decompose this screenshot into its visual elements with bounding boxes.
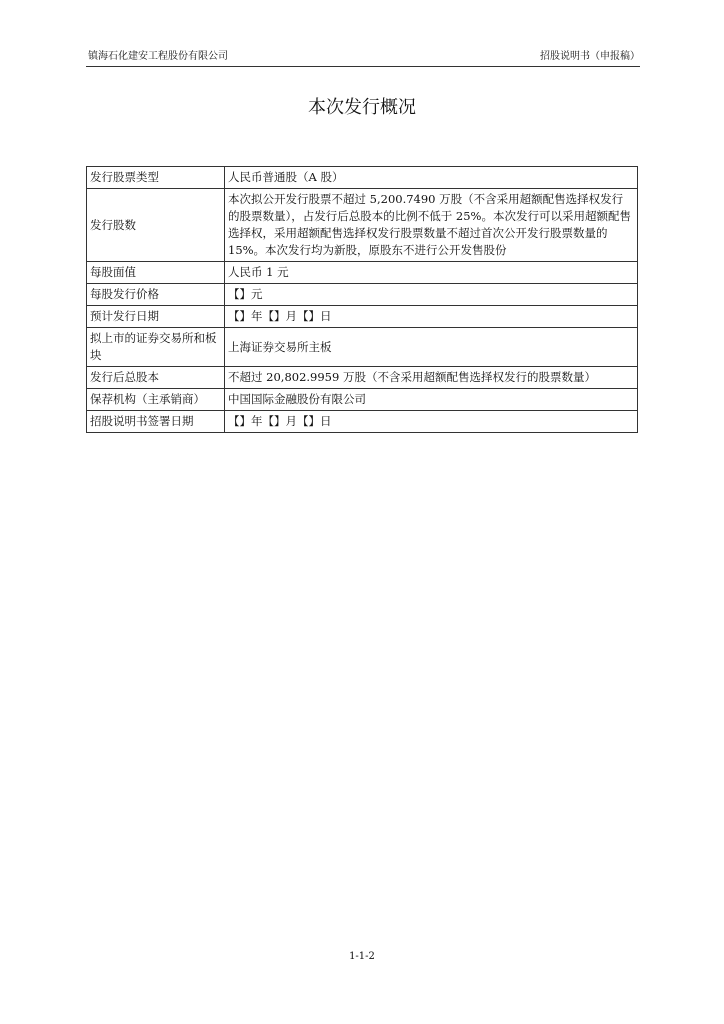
row-value-share-count: 本次拟公开发行股票不超过 5,200.7490 万股（不含采用超额配售选择权发行的股票数量），占发行后总股本的比例不低于 25%。本次发行可以采用超额配售选择权，采用超额配售选择权发行股票数量不超过首次公开发行股票数量的 15%。本次发行均为新股，原股东不进行公开发售股份 [225, 189, 638, 262]
table-row [87, 284, 638, 306]
table-row [87, 306, 638, 328]
document-type: 招股说明书（申报稿） [540, 51, 640, 62]
row-label-issue-date: 预计发行日期 [87, 306, 225, 328]
page-header [86, 50, 640, 67]
row-value-issue-price: 【】元 [225, 284, 638, 306]
page-number: 1-1-2 [349, 951, 375, 962]
row-label-share-type: 发行股票类型 [87, 167, 225, 189]
offering-summary-table [86, 166, 638, 433]
table-row [87, 167, 638, 189]
page-title: 本次发行概况 [308, 97, 416, 118]
row-label-sponsor: 保荐机构（主承销商） [87, 389, 225, 411]
row-label-total-shares: 发行后总股本 [87, 367, 225, 389]
row-value-total-shares: 不超过 20,802.9959 万股（不含采用超额配售选择权发行的股票数量） [225, 367, 638, 389]
row-label-exchange-board: 拟上市的证券交易所和板块 [87, 328, 225, 367]
row-label-issue-price: 每股发行价格 [87, 284, 225, 306]
row-label-par-value: 每股面值 [87, 262, 225, 284]
table-row [87, 328, 638, 367]
table-row [87, 189, 638, 262]
row-label-signing-date: 招股说明书签署日期 [87, 411, 225, 433]
table-row [87, 411, 638, 433]
table-row [87, 367, 638, 389]
row-value-par-value: 人民币 1 元 [225, 262, 638, 284]
row-value-exchange-board: 上海证券交易所主板 [225, 328, 638, 367]
table-row [87, 389, 638, 411]
company-name: 镇海石化建安工程股份有限公司 [88, 51, 228, 62]
row-value-issue-date: 【】年【】月【】日 [225, 306, 638, 328]
table-row [87, 262, 638, 284]
row-value-share-type: 人民币普通股（A 股） [225, 167, 638, 189]
row-label-share-count: 发行股数 [87, 189, 225, 262]
row-value-sponsor: 中国国际金融股份有限公司 [225, 389, 638, 411]
row-value-signing-date: 【】年【】月【】日 [225, 411, 638, 433]
